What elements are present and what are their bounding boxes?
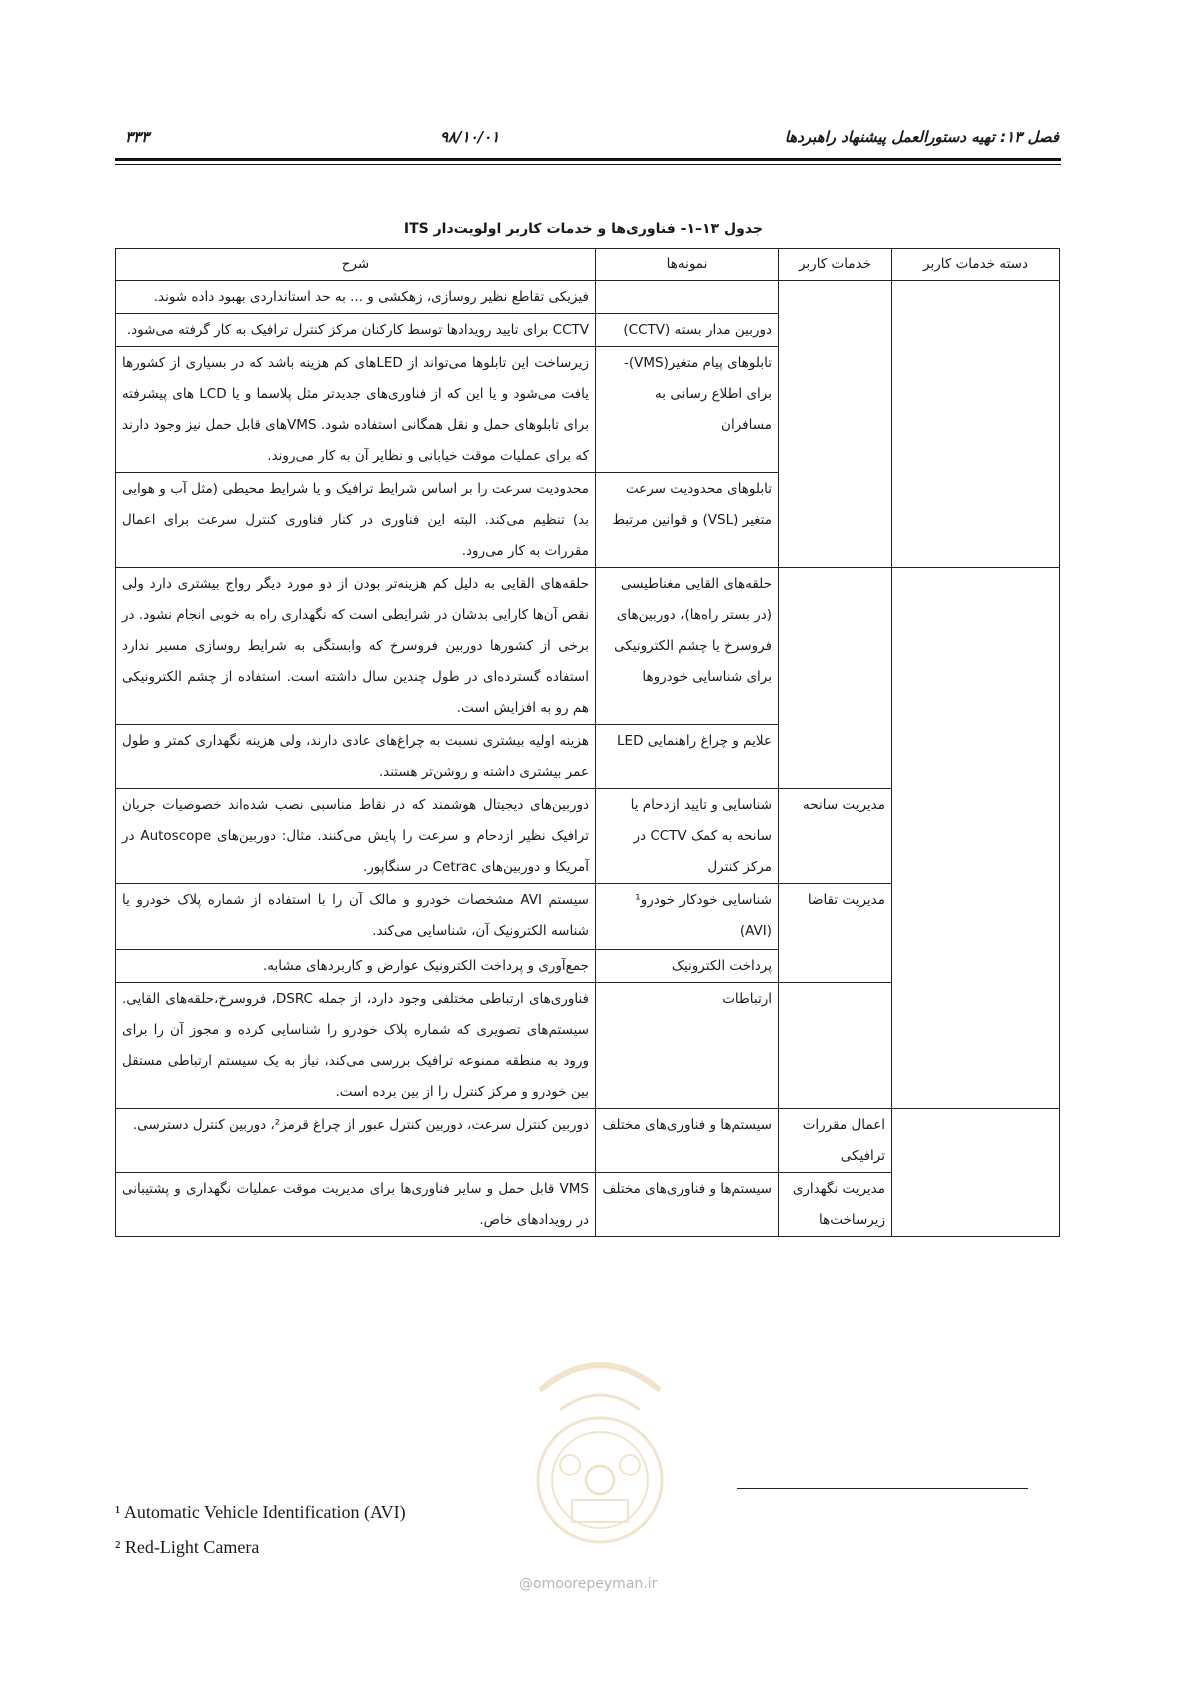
example-cell: شناسایی و تایید ازدحام یا سانحه به کمک CCTV در مرکز کنترل xyxy=(596,789,779,884)
service-cell xyxy=(779,281,892,568)
footnote: ² Red-Light Camera xyxy=(115,1537,260,1557)
table-row xyxy=(116,568,1060,725)
example-cell: سیستم‌ها و فناوری‌های مختلف xyxy=(596,1109,779,1173)
header-description: شرح xyxy=(116,249,596,281)
description-cell: دوربین کنترل سرعت، دوربین کنترل عبور از چراغ قرمز²، دوربین کنترل دسترسی. xyxy=(116,1109,596,1173)
footnote: ¹ Automatic Vehicle Identification (AVI) xyxy=(115,1502,406,1522)
table-row xyxy=(116,281,1060,314)
category-cell xyxy=(892,568,1060,1109)
example-cell: علایم و چراغ راهنمایی LED xyxy=(596,725,779,789)
description-cell: محدودیت سرعت را بر اساس شرایط ترافیک و یا شرایط محیطی (مثل آب و هوایی بد) تنظیم می‌کند. البته این فناوری در کنار فناوری کنترل سرعت برای اعمال مقررات به کار می‌رود. xyxy=(116,473,596,568)
watermark-site: @omoorepeyman.ir xyxy=(519,1576,658,1592)
header-rule-thin xyxy=(115,164,1061,165)
page-number: ۳۳۳ xyxy=(125,128,150,146)
example-cell: پرداخت الکترونیک xyxy=(596,950,779,983)
table-header-row xyxy=(116,249,1060,281)
description-cell: VMS قابل حمل و سایر فناوری‌ها برای مدیریت موقت عملیات نگهداری و پشتیبانی در رویدادهای خاص. xyxy=(116,1173,596,1237)
footnote-rule xyxy=(737,1488,1028,1489)
table-caption: جدول ۱۳–۱- فناوری‌ها و خدمات کاربر اولویت‌دار ITS xyxy=(403,221,763,237)
its-technologies-table xyxy=(115,248,1060,1237)
example-cell: شناسایی خودکار خودرو¹ (AVI) xyxy=(596,884,779,950)
example-cell: سیستم‌ها و فناوری‌های مختلف xyxy=(596,1173,779,1237)
example-cell: حلقه‌های القایی مغناطیسی (در بستر راه‌ها)، دوربین‌های فروسرخ یا چشم الکترونیکی برای شناسایی خودروها xyxy=(596,568,779,725)
service-cell xyxy=(779,568,892,789)
category-cell xyxy=(892,1109,1060,1237)
chapter-title: فصل ۱۳: تهیه دستورالعمل پیشنهاد راهبردها xyxy=(784,128,1059,146)
description-cell: هزینه اولیه بیشتری نسبت به چراغ‌های عادی دارند، ولی هزینه نگهداری کمتر و طول عمر بیشتری داشته و روشن‌تر هستند. xyxy=(116,725,596,789)
description-cell: سیستم AVI مشخصات خودرو و مالک آن را با استفاده از شماره پلاک خودرو یا شناسه الکترونیک آن، شناسایی می‌کند. xyxy=(116,884,596,950)
example-cell: دوربین مدار بسته (CCTV) xyxy=(596,314,779,347)
description-cell: دوربین‌های دیجیتال هوشمند که در نقاط مناسبی نصب شده‌اند خصوصیات جریان ترافیک نظیر ازدحام و سرعت را پایش می‌کنند. مثال: دوربین‌های Autoscope در آمریکا و دوربین‌های Cetrac در سنگاپور. xyxy=(116,789,596,884)
service-cell: مدیریت نگهداری زیرساخت‌ها xyxy=(779,1173,892,1237)
service-cell: اعمال مقررات ترافیکی xyxy=(779,1109,892,1173)
description-cell: CCTV برای تایید رویدادها توسط کارکنان مرکز کنترل ترافیک به کار گرفته می‌شود. xyxy=(116,314,596,347)
category-cell xyxy=(892,281,1060,568)
description-cell: حلقه‌های القایی به دلیل کم هزینه‌تر بودن از دو مورد دیگر رواج بیشتری دارد ولی نقص آن‌ها کارایی بدشان در شرایطی است که نگهداری راه به خوبی انجام نشود. در برخی از کشورها دوربین فروسرخ که وابستگی به شرایط روسازی مسیر ندارد استفاده گسترده‌ای در طول چندین سال داشته است. استفاده از چشم الکترونیکی هم رو به افزایش است. xyxy=(116,568,596,725)
example-cell xyxy=(596,281,779,314)
description-cell: فیزیکی تقاطع نظیر روسازی، زهکشی و ... به حد استانداردی بهبود داده شوند. xyxy=(116,281,596,314)
example-cell: تابلوهای محدودیت سرعت متغیر (VSL) و قوانین مرتبط xyxy=(596,473,779,568)
header-category: دسته خدمات کاربر xyxy=(892,249,1060,281)
service-cell: مدیریت تقاضا xyxy=(779,884,892,983)
header-date: ۹۸/۱۰/۰۱ xyxy=(440,128,500,146)
seal-logo-icon xyxy=(500,1330,700,1550)
example-cell: ارتباطات xyxy=(596,983,779,1109)
header-examples: نمونه‌ها xyxy=(596,249,779,281)
description-cell: زیرساخت این تابلوها می‌تواند از LEDهای کم هزینه باشد که در بسیاری از کشورها یافت می‌شود و یا این که از فناوری‌های جدیدتر مثل پلاسما و یا LCD های پیشرفته برای تابلوهای حمل و نقل همگانی استفاده شود. VMSهای قابل حمل نیز وجود دارند که برای عملیات موقت خیابانی و نظایر آن به کار می‌روند. xyxy=(116,347,596,473)
description-cell: جمع‌آوری و پرداخت الکترونیک عوارض و کاربردهای مشابه. xyxy=(116,950,596,983)
header-service: خدمات کاربر xyxy=(779,249,892,281)
description-cell: فناوری‌های ارتباطی مختلفی وجود دارد، از جمله DSRC، فروسرخ،حلقه‌های القایی. سیستم‌های تصویری که شماره پلاک خودرو را شناسایی کرده و مجوز آن را برای ورود به منطقه ممنوعه ترافیک بررسی می‌کند، نیاز به یک سیستم ارتباطی مستقل بین خودرو و مرکز کنترل را از بین برده است. xyxy=(116,983,596,1109)
example-cell: تابلوهای پیام متغیر(VMS)- برای اطلاع رسانی به مسافران xyxy=(596,347,779,473)
table-row xyxy=(116,1109,1060,1173)
service-cell: مدیریت سانحه xyxy=(779,789,892,884)
service-cell xyxy=(779,983,892,1109)
header-rule-thick xyxy=(115,158,1061,161)
